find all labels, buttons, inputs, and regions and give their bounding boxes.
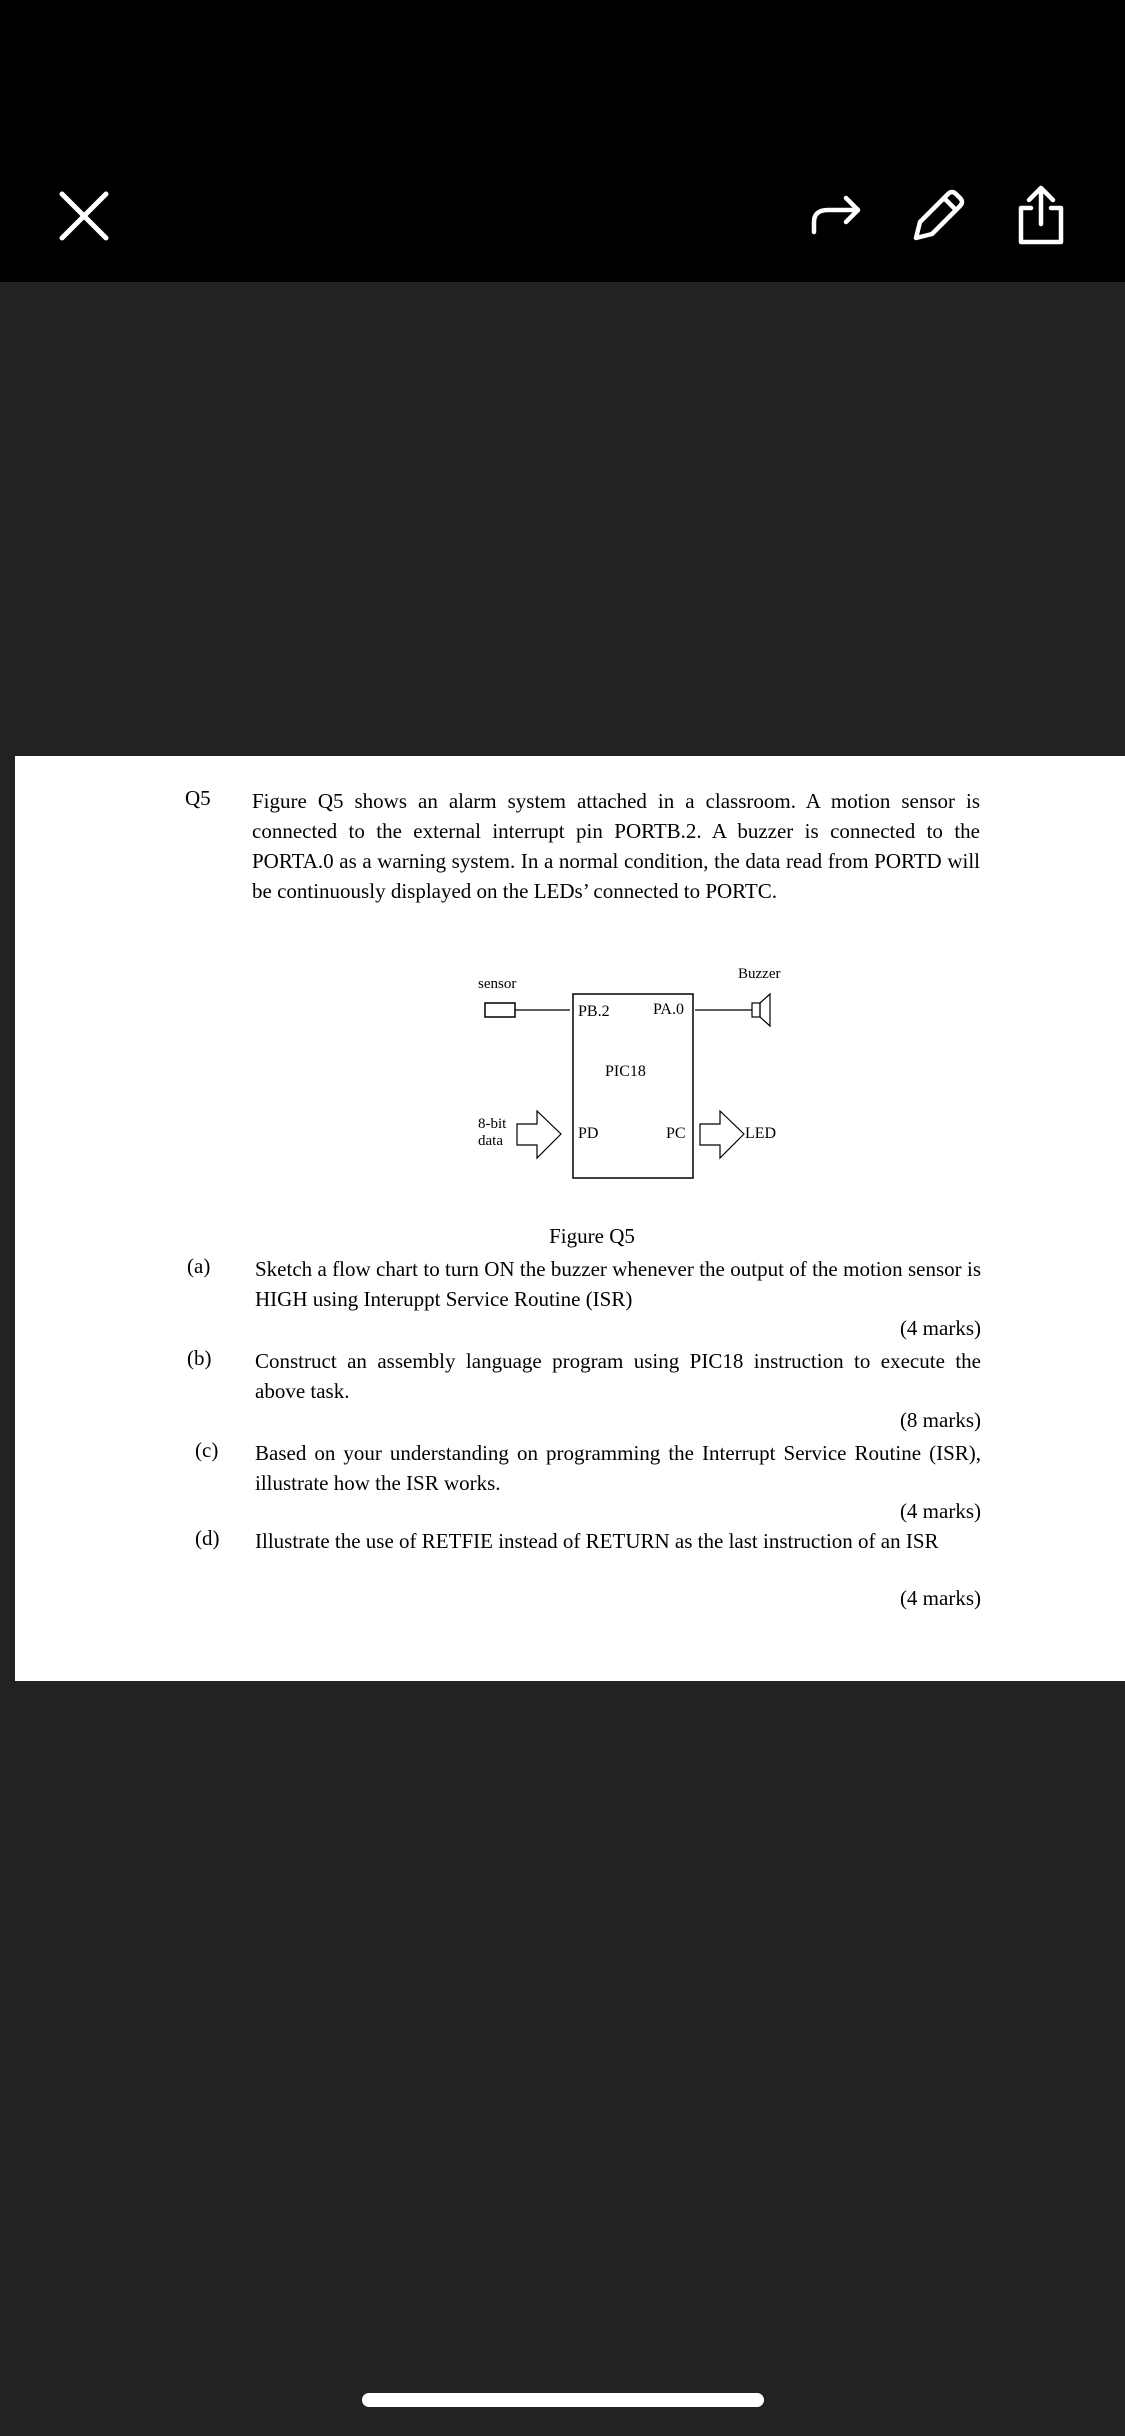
forward-arrow-icon[interactable] bbox=[800, 180, 872, 252]
question-intro: Figure Q5 shows an alarm system attached in a classroom. A motion sensor is connected to the external interrupt pin PORTB.2. A buzzer is connected to the PORTA.0 as a warning system. In a normal condition, the data read from PORTD will be continuously displayed on the LEDs’ connected to PORTC. bbox=[252, 789, 980, 903]
part-a-label: (a) bbox=[187, 1254, 211, 1278]
data-label-line1: 8-bit bbox=[478, 1116, 507, 1132]
part-c-marks: (4 marks) bbox=[899, 1499, 981, 1523]
sensor-symbol bbox=[485, 1003, 515, 1017]
pic18-label: PIC18 bbox=[605, 1063, 646, 1080]
figure-caption: Figure Q5 bbox=[549, 1224, 635, 1248]
status-bar bbox=[0, 0, 1125, 150]
buzzer-symbol bbox=[752, 1003, 760, 1017]
pd-input-arrow bbox=[517, 1111, 561, 1158]
sensor-label: sensor bbox=[478, 976, 517, 992]
pc-output-arrow bbox=[700, 1111, 744, 1158]
part-c-text: Based on your understanding on programming the Interrupt Service Routine (ISR), illustrate how the ISR works. bbox=[255, 1441, 981, 1495]
part-d-text: Illustrate the use of RETFIE instead of RETURN as the last instruction of an ISR bbox=[255, 1529, 939, 1553]
data-label-line2: data bbox=[478, 1133, 503, 1149]
pencil-icon[interactable] bbox=[902, 180, 974, 252]
part-b-marks: (8 marks) bbox=[899, 1408, 981, 1432]
part-a-text: Sketch a flow chart to turn ON the buzzer whenever the output of the motion sensor is HIGH using Interuppt Service Routine (ISR) bbox=[255, 1257, 981, 1311]
part-d-label: (d) bbox=[195, 1526, 220, 1550]
pd-label: PD bbox=[578, 1125, 599, 1142]
document-page bbox=[15, 756, 1125, 1681]
buzzer-cone bbox=[760, 994, 770, 1026]
led-label: LED bbox=[745, 1125, 777, 1142]
home-indicator[interactable] bbox=[362, 2393, 764, 2407]
pic18-chip bbox=[573, 994, 693, 1178]
share-icon[interactable] bbox=[1005, 180, 1077, 252]
part-d-marks: (4 marks) bbox=[899, 1586, 981, 1610]
pc-label: PC bbox=[666, 1125, 686, 1142]
part-a-marks: (4 marks) bbox=[899, 1316, 981, 1340]
buzzer-label: Buzzer bbox=[738, 966, 781, 982]
figure-q5-diagram bbox=[455, 956, 815, 1186]
part-c-label: (c) bbox=[195, 1438, 219, 1462]
close-icon[interactable] bbox=[48, 180, 120, 252]
pb2-label: PB.2 bbox=[578, 1003, 610, 1020]
toolbar bbox=[0, 150, 1125, 282]
question-number: Q5 bbox=[185, 786, 211, 810]
part-b-text: Construct an assembly language program using PIC18 instruction to execute the above task. bbox=[255, 1349, 981, 1403]
pa0-label: PA.0 bbox=[653, 1001, 684, 1018]
part-b-label: (b) bbox=[187, 1346, 212, 1370]
